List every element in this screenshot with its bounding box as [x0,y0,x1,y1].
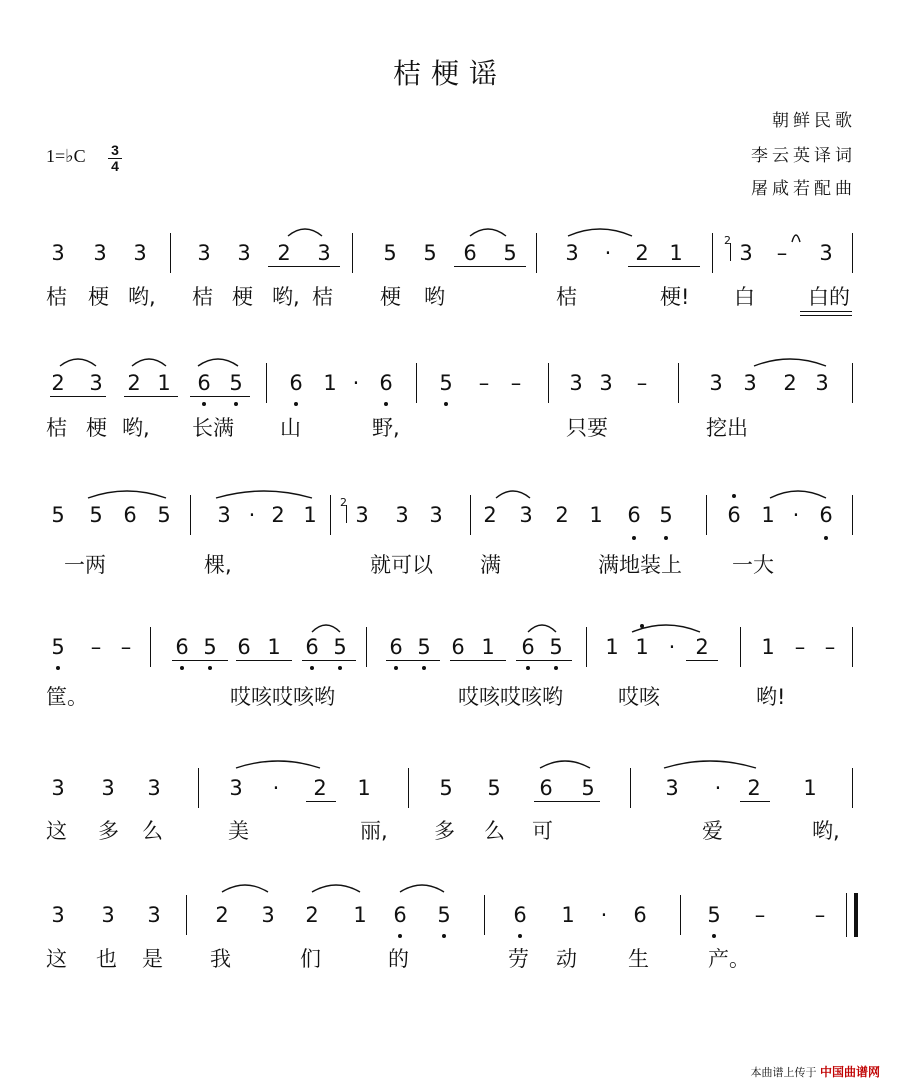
lyric: 丽, [360,819,388,843]
lyric: 桔 [46,285,67,309]
note: 5 [51,635,65,659]
octave-dot [640,624,644,628]
slur [792,235,800,242]
note: 3 [739,241,753,265]
note: 5 [581,776,595,800]
note: 6 [289,371,303,395]
underline [386,660,440,661]
octave-dot [56,666,60,670]
note: – [478,371,490,395]
lyric: 哎咳哎咳哟 [458,685,563,709]
lyric: 长满 [192,416,234,440]
note: 2 [783,371,797,395]
lyric: 是 [142,947,163,971]
underline [686,660,718,661]
note: – [754,903,766,927]
lyric: 棵, [204,553,232,577]
song-title: 桔梗谣 [392,57,507,90]
lyric: 么 [484,819,505,843]
note: 3 [261,903,275,927]
octave-dot [394,666,398,670]
note: 6 [237,635,251,659]
note: 5 [549,635,563,659]
octave-dot [442,934,446,938]
note: 3 [317,241,331,265]
barline [740,627,741,667]
final-barline-thick [854,893,858,937]
note: 3 [51,903,65,927]
lyric: 梗 [86,416,107,440]
lyric: 桔 [556,285,577,309]
note: 1 [323,371,337,395]
note: 1 [561,903,575,927]
underline [236,660,292,661]
octave-dot [664,536,668,540]
note: 1 [635,635,649,659]
barline [470,495,471,535]
octave-dot [824,536,828,540]
note: 3 [101,903,115,927]
note: 2 [127,371,141,395]
slur [568,229,632,236]
note: 2 [695,635,709,659]
lyric: 么 [142,819,163,843]
lyric: 桔 [192,285,213,309]
note: 2 [555,503,569,527]
barline [150,627,151,667]
note: 6 [393,903,407,927]
note: 5 [51,503,65,527]
barline [712,233,713,273]
note: 2 [635,241,649,265]
volta-bracket [730,243,731,261]
note: · [668,635,676,659]
time-signature-top: 3 [111,142,119,158]
slur [312,885,360,892]
note: · [792,503,800,527]
slur [198,359,238,366]
octave-dot [422,666,426,670]
lyric: 这 [46,819,67,843]
note: 5 [423,241,437,265]
lyric: 哎咳 [618,685,660,709]
lyric-underline [800,315,852,316]
credit-origin: 朝鲜民歌 [772,111,856,131]
lyric: 美 [228,819,249,843]
key-signature: 1=♭C [46,146,86,166]
note: 5 [157,503,171,527]
note: 3 [819,241,833,265]
octave-dot [712,934,716,938]
footer-brand: 中国曲谱网 [819,1065,880,1079]
note: 2 [483,503,497,527]
time-signature-bottom: 4 [108,158,122,174]
slur [236,761,320,768]
note: · [248,503,256,527]
credit-lyricist: 李云英译词 [751,146,856,166]
lyric: 满 [480,553,501,577]
note: – [824,635,836,659]
note: 1 [353,903,367,927]
slur [400,885,444,892]
barline [706,495,707,535]
underline [302,660,356,661]
volta-mark: 2 [724,234,731,247]
barline [852,233,853,273]
lyric: 梗 [380,285,401,309]
octave-dot [310,666,314,670]
volta-bracket [346,505,347,523]
time-signature [108,143,122,174]
note: 3 [93,241,107,265]
barline [352,233,353,273]
note: 1 [267,635,281,659]
octave-dot [732,494,736,498]
barline [852,768,853,808]
lyric: 可 [532,819,553,843]
underline [628,266,700,267]
note: 3 [133,241,147,265]
lyric: 桔 [312,285,333,309]
note: 1 [589,503,603,527]
lyric: 满地装上 [598,553,682,577]
lyric: 哟, [128,285,156,309]
note: 2 [305,903,319,927]
note: 5 [383,241,397,265]
note: 6 [389,635,403,659]
note: 3 [665,776,679,800]
lyric: 只要 [566,416,608,440]
volta-mark: 2 [340,496,347,509]
footer-upload-note [750,1063,880,1080]
slur [216,491,312,498]
note: 6 [305,635,319,659]
note: 5 [503,241,517,265]
note: 6 [379,371,393,395]
credit-arranger: 屠咸若配曲 [751,179,856,199]
octave-dot [518,934,522,938]
note: 3 [395,503,409,527]
note: 2 [271,503,285,527]
underline [454,266,526,267]
lyric: 产。 [708,947,750,971]
note: 5 [229,371,243,395]
lyric: 多 [98,819,119,843]
lyric: 梗 [232,285,253,309]
note: 1 [357,776,371,800]
underline [450,660,506,661]
note: 3 [565,241,579,265]
lyric: 我 [210,947,231,971]
note: 6 [633,903,647,927]
octave-dot [338,666,342,670]
note: 5 [203,635,217,659]
lyric: 筐。 [46,685,88,709]
barline [852,627,853,667]
note: – [120,635,132,659]
note: 5 [487,776,501,800]
note: 3 [217,503,231,527]
barline [190,495,191,535]
note: 1 [669,241,683,265]
note: 3 [147,776,161,800]
note: – [814,903,826,927]
note: 2 [747,776,761,800]
slur [312,625,340,632]
note: 6 [513,903,527,927]
lyric: 白的 [808,285,850,309]
lyric: 爱 [702,819,723,843]
barline [366,627,367,667]
note: 5 [659,503,673,527]
note: 3 [743,371,757,395]
barline [416,363,417,403]
slur [754,359,826,366]
note: 3 [355,503,369,527]
note: 6 [521,635,535,659]
octave-dot [384,402,388,406]
octave-dot [444,402,448,406]
octave-dot [632,536,636,540]
note: 1 [761,635,775,659]
lyric: 哟, [272,285,300,309]
note: 3 [229,776,243,800]
lyric: 动 [556,947,577,971]
lyric: 哎咳哎咳哟 [230,685,335,709]
lyric: 白 [734,285,755,309]
note: 3 [237,241,251,265]
note: 3 [147,903,161,927]
note: – [794,635,806,659]
lyric: 梗! [660,285,690,309]
note: 3 [101,776,115,800]
note: · [600,903,608,927]
barline [408,768,409,808]
note: · [352,371,360,395]
note: 1 [605,635,619,659]
note: · [714,776,722,800]
octave-dot [294,402,298,406]
note: 6 [819,503,833,527]
note: 5 [439,371,453,395]
note: 1 [761,503,775,527]
note: 3 [709,371,723,395]
barline [852,495,853,535]
lyric: 就可以 [370,553,433,577]
lyric: 劳 [508,947,529,971]
octave-dot [398,934,402,938]
lyric: 哟, [812,819,840,843]
lyric: 野, [372,416,400,440]
note: 1 [481,635,495,659]
note: – [90,635,102,659]
note: 1 [157,371,171,395]
note: 5 [437,903,451,927]
barline [170,233,171,273]
lyric: 这 [46,947,67,971]
note: – [510,371,522,395]
octave-dot [208,666,212,670]
barline [536,233,537,273]
underline [50,396,106,397]
barline [266,363,267,403]
note: 3 [519,503,533,527]
barline [548,363,549,403]
note: 6 [197,371,211,395]
lyric-underline [800,311,852,312]
slur [288,229,322,236]
lyric: 一大 [732,553,774,577]
note: – [776,241,788,265]
note: 6 [123,503,137,527]
barline [330,495,331,535]
note: 6 [451,635,465,659]
underline [740,801,770,802]
slur [88,491,166,498]
note: 1 [303,503,317,527]
note: 6 [539,776,553,800]
lyric: 哟! [756,685,786,709]
note: 6 [727,503,741,527]
note: 3 [429,503,443,527]
barline [484,895,485,935]
note: 3 [599,371,613,395]
note: – [636,371,648,395]
slur [470,229,506,236]
lyric: 山 [280,416,301,440]
underline [190,396,250,397]
slur [222,885,268,892]
octave-dot [180,666,184,670]
note: 5 [417,635,431,659]
note: 3 [197,241,211,265]
note: 6 [627,503,641,527]
slur [496,491,530,498]
lyric: 哟, [122,416,150,440]
lyric: 桔 [46,416,67,440]
octave-dot [554,666,558,670]
note: 3 [815,371,829,395]
lyric: 一两 [64,553,106,577]
lyric: 们 [300,947,321,971]
barline [186,895,187,935]
note: · [272,776,280,800]
final-barline-thin [846,893,847,937]
note: 6 [175,635,189,659]
lyric: 哟 [424,285,445,309]
slur [770,491,826,498]
lyric: 挖出 [706,416,748,440]
underline [172,660,228,661]
note: 2 [215,903,229,927]
note: 3 [51,776,65,800]
barline [852,363,853,403]
underline [268,266,340,267]
note: 5 [333,635,347,659]
slur [540,761,590,768]
lyric: 生 [628,947,649,971]
underline [306,801,336,802]
barline [586,627,587,667]
note: 3 [569,371,583,395]
slur [132,359,166,366]
barline [678,363,679,403]
underline [516,660,572,661]
note: 2 [313,776,327,800]
note: 5 [707,903,721,927]
note: 6 [463,241,477,265]
footer-text: 本曲谱上传于 [750,1066,817,1079]
lyric: 多 [434,819,455,843]
note: 1 [803,776,817,800]
octave-dot [526,666,530,670]
lyric: 梗 [88,285,109,309]
note: 5 [89,503,103,527]
underline [124,396,178,397]
note: 2 [51,371,65,395]
slur [60,359,96,366]
note: · [604,241,612,265]
octave-dot [202,402,206,406]
note: 3 [51,241,65,265]
slur [528,625,556,632]
lyric: 的 [388,947,409,971]
octave-dot [234,402,238,406]
lyric: 也 [96,947,117,971]
barline [680,895,681,935]
underline [534,801,600,802]
barline [630,768,631,808]
note: 2 [277,241,291,265]
note: 3 [89,371,103,395]
slur [664,761,756,768]
note: 5 [439,776,453,800]
barline [198,768,199,808]
